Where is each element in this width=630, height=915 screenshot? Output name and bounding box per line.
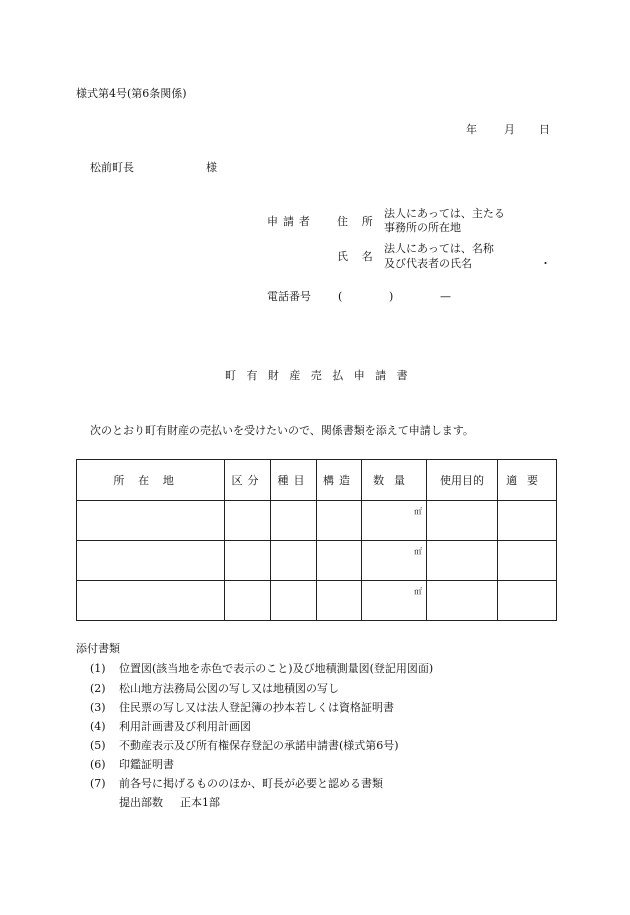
date-month: 月 <box>504 123 515 136</box>
attachment-item: (7) 前各号に掲げるもののほか、町長が必要と認める書類 <box>90 777 383 790</box>
cell-location[interactable] <box>77 581 225 621</box>
unit-label: ㎡ <box>414 547 422 556</box>
phone-dash: — <box>440 290 451 303</box>
cell-quantity[interactable] <box>362 581 427 621</box>
attachment-item: (4) 利用計画書及び利用計画図 <box>90 720 251 733</box>
form-number: 様式第4号(第6条関係) <box>76 87 187 100</box>
header-remarks: 適要 <box>498 460 557 501</box>
cell-type[interactable] <box>271 541 317 581</box>
cell-structure[interactable] <box>317 581 362 621</box>
cell-structure[interactable] <box>317 501 362 541</box>
cell-type[interactable] <box>271 581 317 621</box>
table-row <box>77 541 557 581</box>
phone-open-paren: ( <box>338 290 343 303</box>
address-note-2: 事務所の所在地 <box>384 221 461 234</box>
cell-category[interactable] <box>225 501 271 541</box>
copies-label: 提出部数 <box>119 796 163 809</box>
attachment-item: (5) 不動産表示及び所有権保存登記の承諾申請書(様式第6号) <box>90 739 399 752</box>
property-table <box>76 459 557 621</box>
cell-quantity[interactable] <box>362 501 427 541</box>
address-label: 住所 <box>337 215 387 228</box>
cell-remarks[interactable] <box>498 581 557 621</box>
attachments-heading: 添付書類 <box>76 642 120 655</box>
cell-structure[interactable] <box>317 541 362 581</box>
header-category: 区分 <box>225 460 271 501</box>
cell-type[interactable] <box>271 501 317 541</box>
cell-location[interactable] <box>77 541 225 581</box>
applicant-label: 申請者 <box>267 215 315 228</box>
header-location: 所在地 <box>77 460 225 501</box>
attachment-item: (1) 位置図(該当地を赤色で表示のこと)及び地積測量図(登記用図面) <box>90 662 434 675</box>
table-row <box>77 581 557 621</box>
cell-purpose[interactable] <box>427 581 498 621</box>
cell-purpose[interactable] <box>427 501 498 541</box>
addressee-name: 松前町長 <box>90 161 134 174</box>
name-note-1: 法人にあっては、名称 <box>384 242 494 255</box>
header-type: 種目 <box>271 460 317 501</box>
cell-category[interactable] <box>225 541 271 581</box>
attachment-item: (3) 住民票の写し又は法人登記簿の抄本若しくは資格証明書 <box>90 701 394 714</box>
date-year: 年 <box>466 123 477 136</box>
date-day: 日 <box>539 123 550 136</box>
phone-close-paren: ) <box>389 290 394 303</box>
cell-location[interactable] <box>77 501 225 541</box>
cell-category[interactable] <box>225 581 271 621</box>
unit-label: ㎡ <box>414 587 422 596</box>
seal-mark: ・ <box>540 257 551 270</box>
header-structure: 構造 <box>317 460 362 501</box>
table-header-row <box>77 460 557 501</box>
cell-purpose[interactable] <box>427 541 498 581</box>
name-note-2: 及び代表者の氏名 <box>384 257 472 270</box>
table-row <box>77 501 557 541</box>
cell-remarks[interactable] <box>498 501 557 541</box>
header-purpose: 使用目的 <box>427 460 498 501</box>
attachment-item: (6) 印鑑証明書 <box>90 758 174 771</box>
header-quantity: 数量 <box>362 460 427 501</box>
attachment-item: (2) 松山地方法務局公図の写し又は地積図の写し <box>90 682 339 695</box>
name-label: 氏名 <box>337 250 387 263</box>
cell-remarks[interactable] <box>498 541 557 581</box>
phone-label: 電話番号 <box>267 290 311 303</box>
addressee-honorific: 様 <box>206 161 217 174</box>
cell-quantity[interactable] <box>362 541 427 581</box>
body-text: 次のとおり町有財産の売払いを受けたいので、関係書類を添えて申請します。 <box>90 424 474 437</box>
copies-value: 正本1部 <box>180 796 220 809</box>
address-note-1: 法人にあっては、主たる <box>384 207 505 220</box>
page-title: 町有財産売払申請書 <box>225 369 419 382</box>
unit-label: ㎡ <box>414 507 422 516</box>
